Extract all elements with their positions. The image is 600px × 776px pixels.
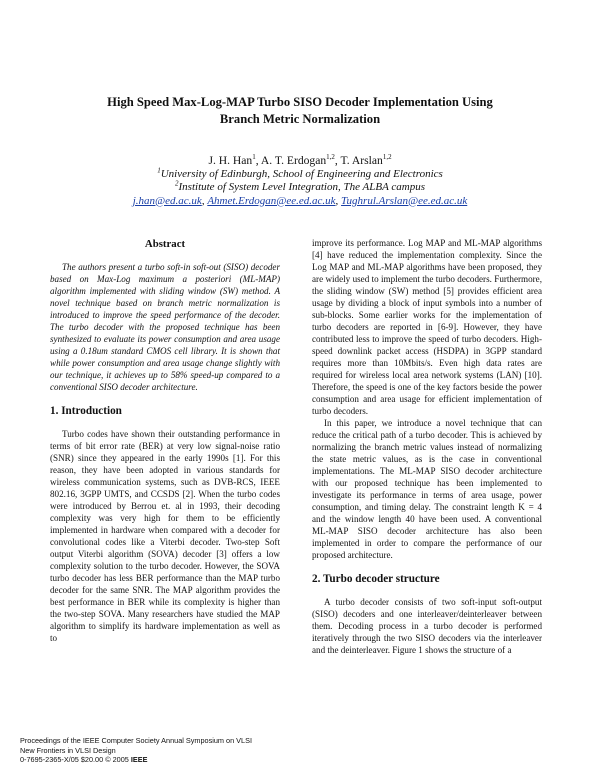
affiliation-1-text: University of Edinburgh, School of Engineering and Electronics — [160, 167, 443, 180]
section-2-paragraph-1: A turbo decoder consists of two soft-input soft-output (SISO) decoders and one interleaver/deinterleaver between them. Decoding process in a turbo decoder is performed iteratively through the two SISO decoders via the interleaver and the deinterleaver. Figure 1 shows the structure of a — [312, 597, 542, 655]
affiliation-1-sup: 1 — [157, 165, 161, 174]
affiliation-1 — [40, 165, 560, 182]
footer-copyright: 0-7695-2365-X/05 $20.00 © 2005 — [20, 755, 129, 765]
email-link-2[interactable]: Ahmet.Erdogan@ee.ed.ac.uk — [207, 194, 336, 207]
abstract-text: The authors present a turbo soft-in soft-out (SISO) decoder based on Max-Log maximum a posteriori (ML-MAP) algorithm implemented with sliding window (SW) method. A novel technique based on branch metric normalization is introduced to improve the speed performance of the decoder. The turbo decoder with the proposed technique has been synthesized to evaluate its power consumption and area usage using a 0.18um standard CMOS cell library. It is shown that while power consumption and area usage change slightly with our technique, it achieves up to 58% speed-up compared to a conventional SISO decoder architecture. — [50, 262, 280, 392]
email-sep-1: , — [201, 194, 208, 207]
author-1: J. H. Han — [208, 154, 253, 167]
email-sep-2: , — [335, 194, 342, 207]
ieee-logo: IEEE — [130, 755, 148, 765]
affiliation-2 — [40, 181, 560, 195]
section-1-paragraph-1: Turbo codes have shown their outstanding performance in terms of bit error rate (BER) at very low signal-noise ratio (SNR) since they appeared in the early 1990s [1]. For this reason, they have been adopted in various standards for wireless communication systems, such as DVB-RCS, IEEE 802.16, 3GPP UMTS, and CCSDS [2]. When the turbo codes were introduced by Berrou et. al in 1993, their decoding complexity was very high for them to be efficiently implemented in hardware when compared with a decoder for convolutional codes like a Viterbi decoder. Two-step Soft output Viterbi algorithm (SOVA) decoder [3] offers a low complexity solution to the turbo decoder. However, the SOVA turbo decoder has less BER performance than the MAP turbo decoder for the same SNR. The MAP algorithm provides the best performance in BER while its complexity is higher than the two-step SOVA. Many researchers have studied the MAP algorithm to simplify its hardware implementation as well as to — [50, 429, 280, 643]
author-1-sup: 1 — [252, 153, 256, 162]
email-link-1[interactable]: j.han@ed.ac.uk — [132, 194, 202, 207]
paper-title — [40, 94, 560, 128]
affiliation-2-text: Institute of System Level Integration, The ALBA campus — [178, 181, 425, 193]
footer-line-3 — [20, 755, 252, 765]
author-3-sup: 1,2 — [382, 153, 392, 162]
email-link-3[interactable]: Tughrul.Arslan@ee.ed.ac.uk — [341, 194, 468, 207]
right-column — [312, 237, 542, 656]
title-line-1: High Speed Max-Log-MAP Turbo SISO Decoder Implementation Using — [107, 95, 493, 109]
title-line-2: Branch Metric Normalization — [219, 112, 381, 126]
affiliation-2-sup: 2 — [175, 179, 179, 188]
page-footer — [20, 736, 252, 765]
author-names — [40, 154, 560, 168]
footer-line-1: Proceedings of the IEEE Computer Society Annual Symposium on VLSI — [20, 736, 253, 745]
author-2: A. T. Erdogan — [260, 154, 327, 167]
author-3: T. Arslan — [340, 154, 383, 167]
section-2-heading: 2. Turbo decoder structure — [312, 573, 440, 585]
section-1-heading: 1. Introduction — [50, 405, 122, 417]
right-paragraph-2: In this paper, we introduce a novel technique that can reduce the critical path of a turbo decoder. This is achieved by normalizing the branch metric values instead of normalizing the state metric values, as is the case in conventional implementations. The ML-MAP SISO decoder architecture with our proposed technique has been implemented to investigate its performance in terms of area usage, power consumption, and timing delay. The constraint length K = 4 and the window length 40 have been used. A conventional ML-MAP SISO decoder architecture has also been implemented in order to compare the performance of our proposed architecture. — [312, 418, 542, 560]
footer-line-2: New Frontiers in VLSI Design — [20, 745, 116, 755]
author-block — [40, 154, 560, 208]
email-line — [40, 195, 560, 209]
author-sep-1: , — [255, 154, 261, 167]
abstract-heading: Abstract — [144, 238, 186, 250]
right-paragraph-1: improve its performance. Log MAP and ML-MAP algorithms [4] have reduced the implementation complexity. Since the Log MAP and ML-MAP algorithms have been proposed, they are widely used to implement the turbo decoders. Furthermore, the sliding window (SW) method [5] provides efficient area usage by dividing a block of input symbols into a number of sub-blocks. Some earlier works for the implementation of turbo decoders are reported in [6-9]. However, they have contributed less to improve the speed of turbo decoders. High-speed downlink packet access (HSDPA) in 3GPP standard requires more than 10Mbits/s. Even high data rates are required for wireless local area network systems (LAN) [10]. Therefore, the speed is one of the key factors beside the power consumption and area usage for efficient implementation of turbo decoders. — [312, 238, 542, 416]
author-2-sup: 1,2 — [326, 153, 335, 162]
left-column — [50, 236, 280, 644]
author-sep-2: , — [334, 154, 341, 167]
